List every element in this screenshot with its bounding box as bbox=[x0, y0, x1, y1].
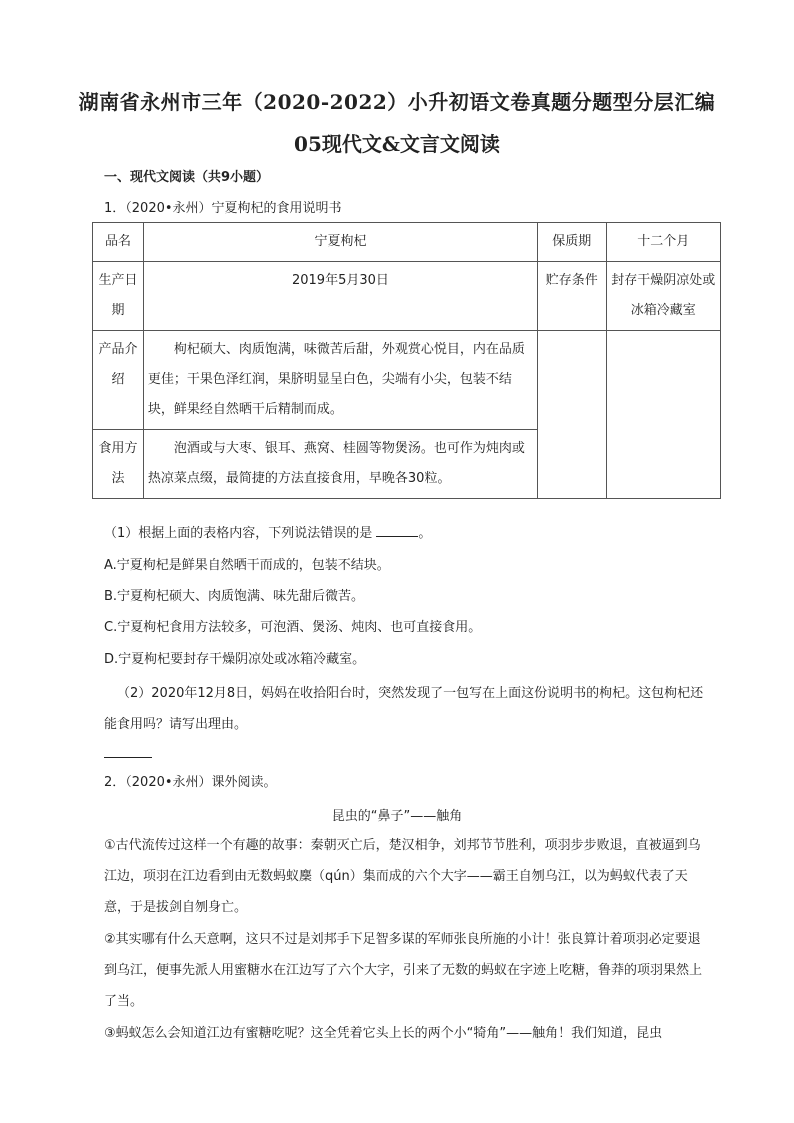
option-c: C.宁夏枸杞食用方法较多，可泡酒、煲汤、炖肉、也可直接食用。 bbox=[104, 620, 482, 635]
label-shelf-life: 保质期 bbox=[537, 223, 606, 262]
article-paragraph-1: ①古代流传过这样一个有趣的故事：秦朝灭亡后，楚汉相争，刘邦节节胜利，项羽步步败退，直被逼到乌江边，项羽在江边看到由无数蚂蚁麇（qún）集而成的六个大字——霸王自刎乌江，以为蚂蚁代表了天意，于是拔剑自刎身亡。 bbox=[104, 838, 701, 915]
question-1-sub2: （2）2020年12月8日，妈妈在收拾阳台时，突然发现了一包写在上面这份说明书的枸杞。这包枸杞还能食用吗？请写出理由。 bbox=[104, 686, 704, 732]
question-1-sub1 bbox=[104, 524, 431, 544]
answer-line[interactable] bbox=[104, 757, 152, 758]
table-row bbox=[93, 262, 721, 331]
article-title: 昆虫的“鼻子”——触角 bbox=[331, 809, 463, 824]
question-1-stem: 1．（2020•永州）宁夏枸杞的食用说明书 bbox=[104, 201, 342, 216]
article-paragraph-2: ②其实哪有什么天意啊，这只不过是刘邦手下足智多谋的军师张良所施的小计！张良算计着项羽必定要退到乌江，便事先派人用蜜糖水在江边写了六个大字，引来了无数的蚂蚁在字迹上吃糖，鲁莽的项羽果然上了当。 bbox=[104, 932, 703, 1009]
label-production-date: 生产日期 bbox=[93, 262, 144, 331]
label-product-name: 品名 bbox=[93, 223, 144, 262]
question-2-stem: 2．（2020•永州）课外阅读。 bbox=[104, 775, 277, 790]
table-row bbox=[93, 223, 721, 262]
label-storage: 贮存条件 bbox=[537, 262, 606, 331]
product-info-table bbox=[92, 222, 721, 499]
value-usage: 泡酒或与大枣、银耳、燕窝、桂圆等物煲汤。也可作为炖肉或热凉菜点缀，最简捷的方法直接食用，早晚各30粒。 bbox=[143, 430, 537, 499]
value-storage: 封存干燥阴凉处或冰箱冷藏室 bbox=[606, 262, 720, 331]
option-d: D.宁夏枸杞要封存干燥阴凉处或冰箱冷藏室。 bbox=[104, 652, 366, 667]
value-production-date: 2019年5月30日 bbox=[143, 262, 537, 331]
value-product-name: 宁夏枸杞 bbox=[143, 223, 537, 262]
empty-cell bbox=[537, 331, 606, 499]
table-row bbox=[93, 331, 721, 430]
article-paragraph-3: ③蚂蚁怎么会知道江边有蜜糖吃呢？这全凭着它头上长的两个小“犄角”——触角！我们知道，昆虫 bbox=[104, 1026, 663, 1041]
answer-blank[interactable] bbox=[376, 524, 418, 537]
document-title: 湖南省永州市三年（2020-2022）小升初语文卷真题分题型分层汇编 bbox=[78, 90, 716, 114]
empty-cell bbox=[606, 331, 720, 499]
sub1-text: （1）根据上面的表格内容，下列说法错误的是 bbox=[104, 526, 373, 541]
document-subtitle: 05现代文&文言文阅读 bbox=[294, 132, 500, 156]
value-shelf-life: 十二个月 bbox=[606, 223, 720, 262]
section-heading: 一、现代文阅读（共9小题） bbox=[104, 170, 270, 185]
value-product-intro: 枸杞硕大、肉质饱满，味微苦后甜，外观赏心悦目，内在品质更佳；干果色泽红润，果脐明显呈白色，尖端有小尖，包装不结块，鲜果经自然晒干后精制而成。 bbox=[143, 331, 537, 430]
label-product-intro: 产品介绍 bbox=[93, 331, 144, 430]
label-usage: 食用方法 bbox=[93, 430, 144, 499]
sub1-end: 。 bbox=[418, 526, 432, 541]
option-a: A.宁夏枸杞是鲜果自然晒干而成的，包装不结块。 bbox=[104, 558, 390, 573]
option-b: B.宁夏枸杞硕大、肉质饱满、味先甜后微苦。 bbox=[104, 589, 365, 604]
